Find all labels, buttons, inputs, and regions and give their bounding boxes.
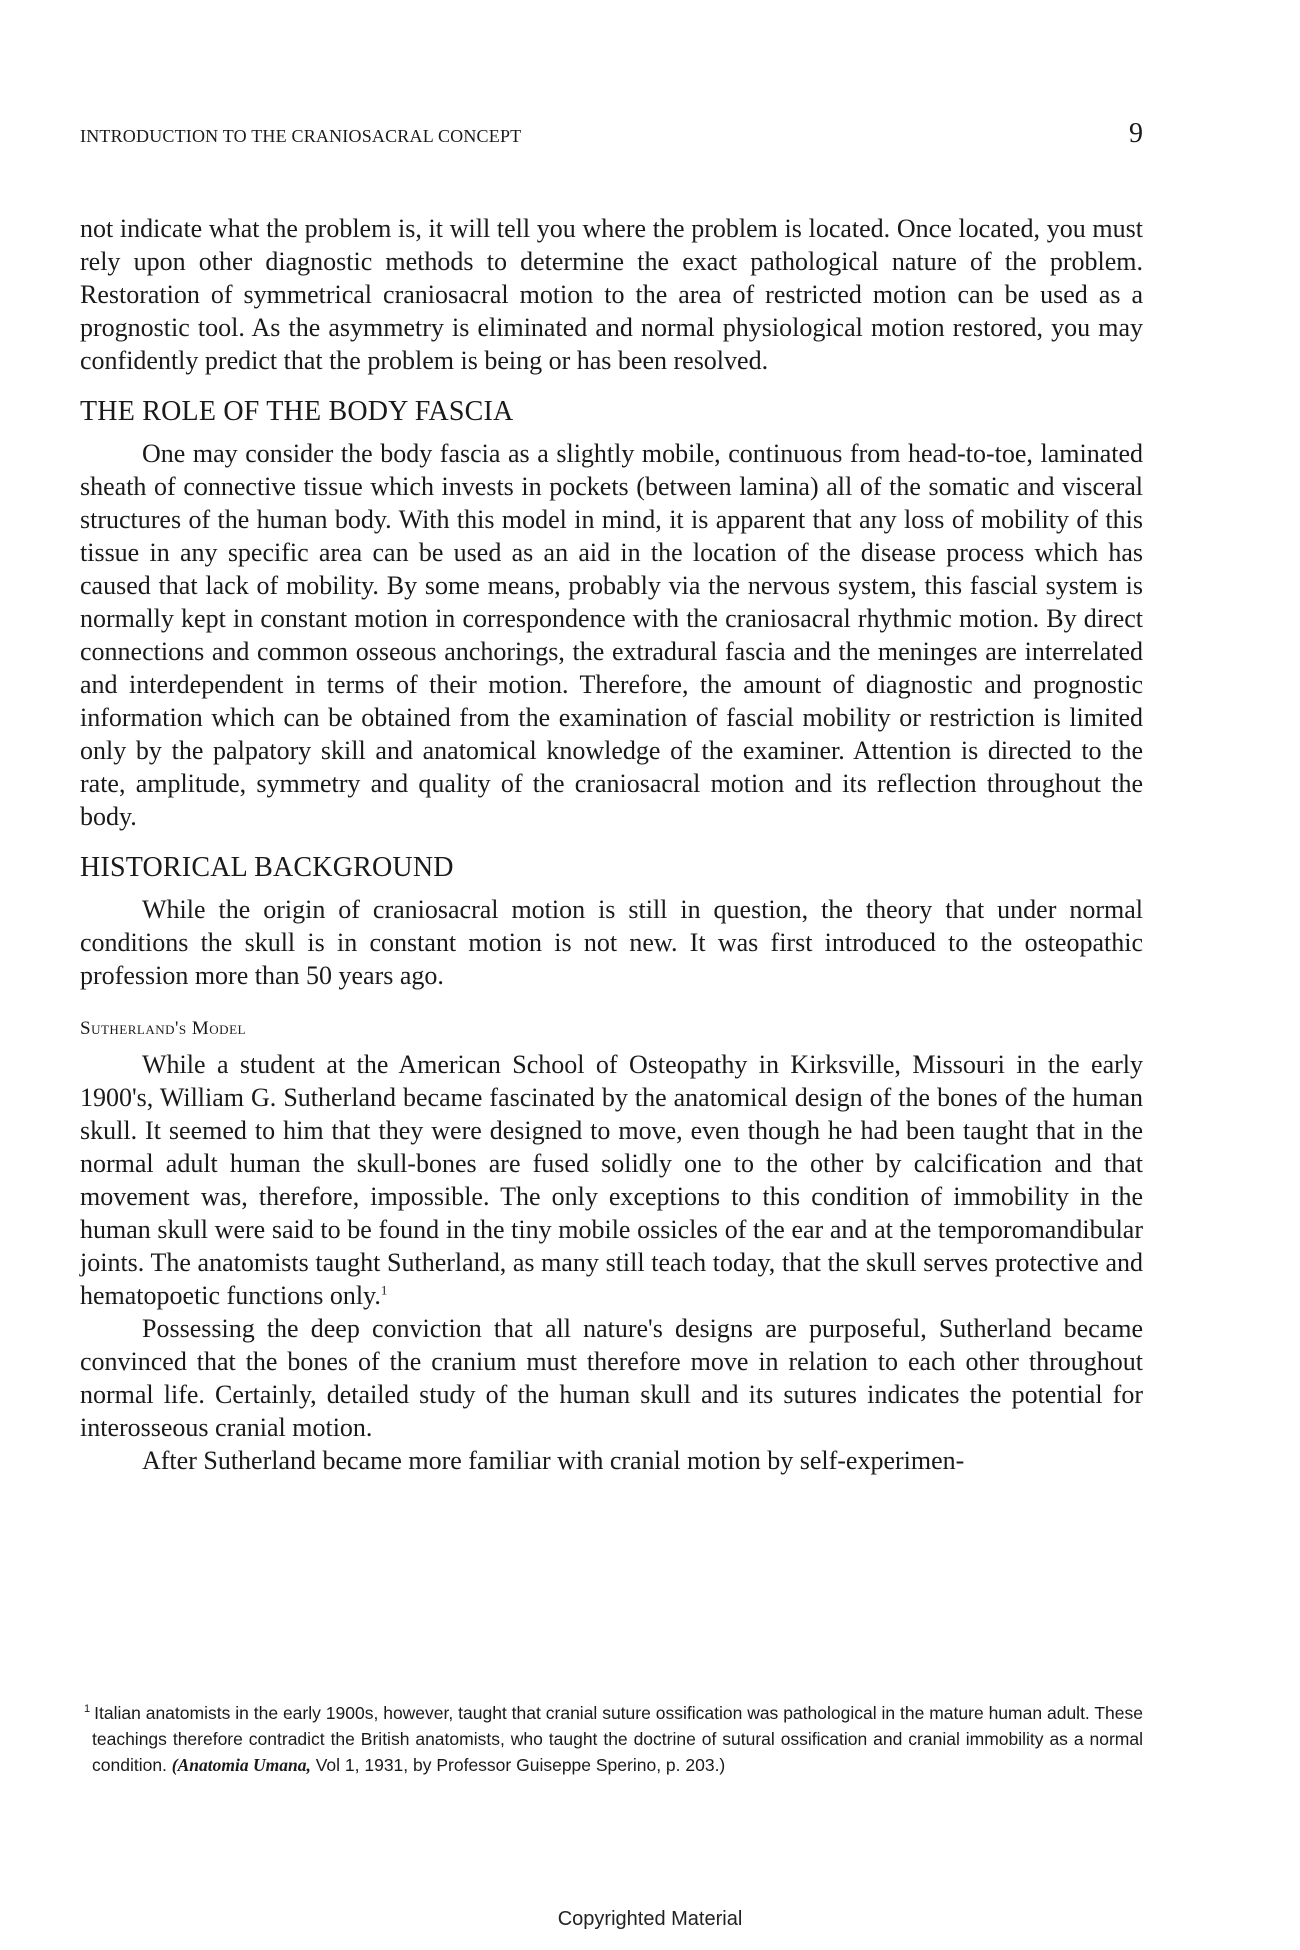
paragraph-sutherland-student-text: While a student at the American School of Osteopathy in Kirksville, Missouri in the early 1900's, William G. Sutherland became fascinated by the anatomical design of the bones of the human skull. It seemed to him that they were designed to move, even though he had been taught that in the normal adult human the skull-bones are fused solidly one to the other by calcification and that movement was, therefore, impossible. The only exceptions to this condition of immobility in the human skull were said to be found in the tiny mobile ossicles of the ear and at the temporomandibular joints. The anatomists taught Sutherland, as many still teach today, that the skull serves protective and hematopoetic functions only. — [80, 1050, 1143, 1310]
paragraph-continuation: not indicate what the problem is, it will tell you where the problem is located. Once located, you must rely upon other diagnostic methods to determine the exact pathological nature of the problem. Restoration of symmetrical craniosacral motion to the area of restricted motion can be used as a prognostic tool. As the asymmetry is eliminated and normal physiological motion restored, you may confidently predict that the problem is being or has been resolved. — [80, 214, 1143, 375]
footnote-mark: 1 — [84, 1703, 91, 1716]
paragraph-sutherland-student — [80, 1048, 1143, 1312]
page-number: 9 — [1129, 118, 1143, 149]
paragraph-historical-background: While the origin of craniosacral motion is still in question, the theory that under normal conditions the skull is in constant motion is not new. It was first introduced to the osteopathic profession more than 50 years ago. — [80, 895, 1143, 990]
subsection-heading-sutherlands-model: Sutherland's Model — [80, 1018, 246, 1039]
page-header — [80, 118, 1143, 150]
footnote-text-after: Vol 1, 1931, by Professor Guiseppe Sperino, p. 203.) — [310, 1755, 726, 1775]
footnote-reference[interactable]: 1 — [380, 1282, 388, 1298]
footnote-source-title: (Anatomia Umana, — [171, 1755, 311, 1775]
copyright-notice: Copyrighted Material — [557, 1908, 743, 1930]
footnote-text — [80, 1700, 1143, 1778]
footnote-text-before: Italian anatomists in the early 1900s, however, taught that cranial suture ossification was pathological in the mature human adult. These teachings therefore contradict the British anatomists, who taught the doctrine of sutural ossification and cranial immobility as a normal condition. — [92, 1703, 1143, 1775]
paragraph-sutherland-conviction: Possessing the deep conviction that all nature's designs are purposeful, Sutherland became convinced that the bones of the cranium must therefore move in relation to each other throughout normal life. Certainly, detailed study of the human skull and its sutures indicates the potential for interosseous cranial motion. — [80, 1314, 1143, 1442]
section-heading-historical-background: HISTORICAL BACKGROUND — [80, 852, 454, 883]
section-heading-body-fascia: THE ROLE OF THE BODY FASCIA — [80, 396, 514, 427]
footnote — [80, 1700, 1143, 1778]
paragraph-sutherland-experimentation: After Sutherland became more familiar with cranial motion by self-experimen- — [142, 1446, 965, 1475]
running-head: INTRODUCTION TO THE CRANIOSACRAL CONCEPT — [80, 126, 522, 146]
paragraph-body-fascia: One may consider the body fascia as a slightly mobile, continuous from head-to-toe, laminated sheath of connective tissue which invests in pockets (between lamina) all of the somatic and visceral structures of the human body. With this model in mind, it is apparent that any loss of mobility of this tissue in any specific area can be used as an aid in the location of the disease process which has caused that lack of mobility. By some means, probably via the nervous system, this fascial system is normally kept in constant motion in correspondence with the craniosacral rhythmic motion. By direct connections and common osseous anchorings, the extradural fascia and the meninges are interrelated and interdependent in terms of their motion. Therefore, the amount of diagnostic and prognostic information which can be obtained from the examination of fascial mobility or restriction is limited only by the palpatory skill and anatomical knowledge of the examiner. Attention is directed to the rate, amplitude, symmetry and quality of the craniosacral motion and its reflection throughout the body. — [80, 439, 1143, 831]
page-body — [80, 212, 1143, 1477]
